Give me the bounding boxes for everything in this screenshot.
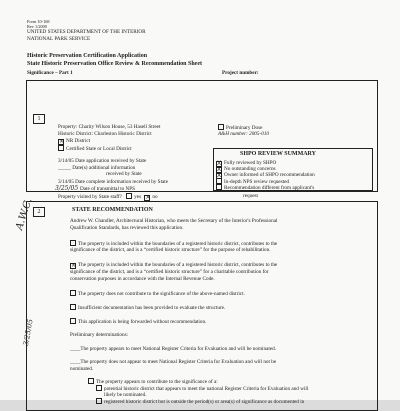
reviewer-statement: Andrew W. Chandler, Architectural Historian, who meets the Secretary of the Interior's Professional (70, 218, 278, 224)
form-revision: Rev 1/2000 (27, 24, 47, 29)
handwritten-review-date: 3/25/05 (22, 318, 35, 347)
shpo-item-checkbox[interactable] (216, 184, 222, 190)
determination-potential-district[interactable]: potential historic district that appears to meet the national Register Criteria for Evaluation and will (96, 385, 308, 392)
recommendation-option-rehabilitation-cont: significance of the district, and is a “certified historic structure” for the purpose of rehabilitation. (70, 247, 271, 253)
project-number-label: Project number: (222, 70, 259, 76)
handwritten-transmittal-date: 3/25/05 (55, 185, 79, 192)
ah-number: A&H number: 2005-010 (218, 131, 270, 137)
shpo-summary-title: SHPO REVIEW SUMMARY (240, 151, 317, 157)
option-checkbox[interactable] (88, 378, 94, 384)
visited-no-checkbox[interactable]: × (145, 194, 151, 201)
form-title: Historic Preservation Certification Application (27, 53, 148, 59)
option-checkbox[interactable] (70, 240, 76, 246)
option-checkbox[interactable] (70, 290, 76, 296)
recommendation-option-charitable[interactable]: × The property is included within the boundaries of a registered historic district, contributes to the (71, 262, 278, 269)
determination-will-be-nominated[interactable]: ____The property appears to meet National Register Criteria for Evaluation and will be nominated. (70, 346, 276, 352)
determination-not-nominated[interactable]: ____The property does not appear to meet National Register Criteria for Evaluation and will not be (70, 359, 277, 365)
shpo-item-different-recommendation-cont: request (243, 193, 258, 199)
property-name: Property: Charity Wilson House, 53 Hasell Street (58, 124, 161, 130)
state-recommendation-title: STATE RECOMMENDATION (72, 207, 153, 213)
option-checkbox[interactable] (96, 398, 102, 404)
date-additional-info-cont: received by State (106, 171, 142, 177)
determination-not-nominated-cont: nominated. (70, 366, 94, 372)
shpo-item-checkbox[interactable]: X (217, 172, 222, 179)
date-received: 3/14/05 Date application received by State (58, 158, 147, 164)
date-transmittal: Date of transmittal to NPS (80, 186, 136, 192)
determination-potential-district-cont: likely be nominated. (104, 392, 147, 398)
form-subtitle: State Historic Preservation Office Review & Recommendation Sheet (27, 61, 203, 67)
date-complete: 3/14/05 Date complete information received by State (58, 179, 169, 185)
property-visited: Property visited by State staff? yes × no (58, 194, 158, 201)
preliminary-dose-checkbox[interactable] (218, 124, 224, 130)
date-additional-info: _____ Date(s) additional information (58, 165, 136, 171)
shpo-item-fully-reviewed[interactable]: X Fully reviewed by SHPO (217, 160, 277, 167)
nr-district-checkbox[interactable]: × (59, 138, 65, 145)
option-checkbox[interactable] (70, 318, 76, 324)
recommendation-option-insufficient[interactable]: Insufficient documentation has been provided to evaluate the structure. (70, 304, 225, 311)
section-heading: Significance – Part 1 (27, 70, 73, 76)
recommendation-option-rehabilitation[interactable]: The property is included within the boundaries of a registered historic district, contributes to the (70, 240, 277, 247)
option-checkbox[interactable]: × (71, 262, 77, 269)
shpo-item-owner-informed[interactable]: X Owner informed of SHPO recommendation (217, 172, 315, 179)
recommendation-option-forwarded[interactable]: This application is being forwarded without recommendation. (70, 318, 206, 325)
certified-district-option[interactable]: Certified State or Local District (58, 145, 132, 152)
nr-district-option[interactable]: × NR District (59, 138, 91, 145)
shpo-item-checkbox[interactable]: X (217, 160, 222, 167)
form-number: Form 10-168 (27, 19, 50, 24)
preliminary-determinations-label: Preliminary determinations: (70, 332, 129, 338)
shpo-item-no-concerns[interactable]: X No outstanding concerns (217, 166, 276, 173)
recommendation-option-charitable-cont-1: significance of the district, and is a “certified historic structure” for a charitable contribution for (70, 269, 269, 275)
shpo-item-nps-review[interactable]: In-depth NPS review requested (216, 178, 289, 185)
option-checkbox[interactable] (96, 385, 102, 391)
recommendation-option-not-contributing[interactable]: The property does not contribute to the significance of the above-named district. (70, 290, 245, 297)
department-name: UNITED STATES DEPARTMENT OF THE INTERIOR (27, 29, 146, 35)
determination-registered-district[interactable]: registered historic district but is outside the period(s) or area(s) of significance as documented in (96, 398, 304, 405)
handwritten-initials: A.W.C. (14, 197, 35, 232)
visited-yes-checkbox[interactable] (126, 193, 132, 199)
historic-district: Historic District: Charleston Historic District (58, 131, 152, 137)
shpo-item-checkbox[interactable]: X (217, 166, 222, 173)
certified-district-checkbox[interactable] (58, 145, 64, 151)
section-2-number: 2 (33, 207, 45, 217)
reviewer-statement-cont: Qualification Standards, has reviewed this application. (70, 225, 184, 231)
determination-contributes[interactable]: The property appears to contribute to the significance of a: (88, 378, 218, 385)
preliminary-dose-option[interactable]: Preliminary Dose (218, 124, 262, 131)
agency-name: NATIONAL PARK SERVICE (27, 36, 91, 42)
recommendation-option-charitable-cont-2: conservation purposes in accordance with the Internal Revenue Code. (70, 276, 215, 282)
option-checkbox[interactable] (70, 304, 76, 310)
section-1-number: 1 (33, 114, 45, 124)
shpo-item-different-recommendation[interactable]: Recommendation different from applicant's (216, 184, 314, 191)
